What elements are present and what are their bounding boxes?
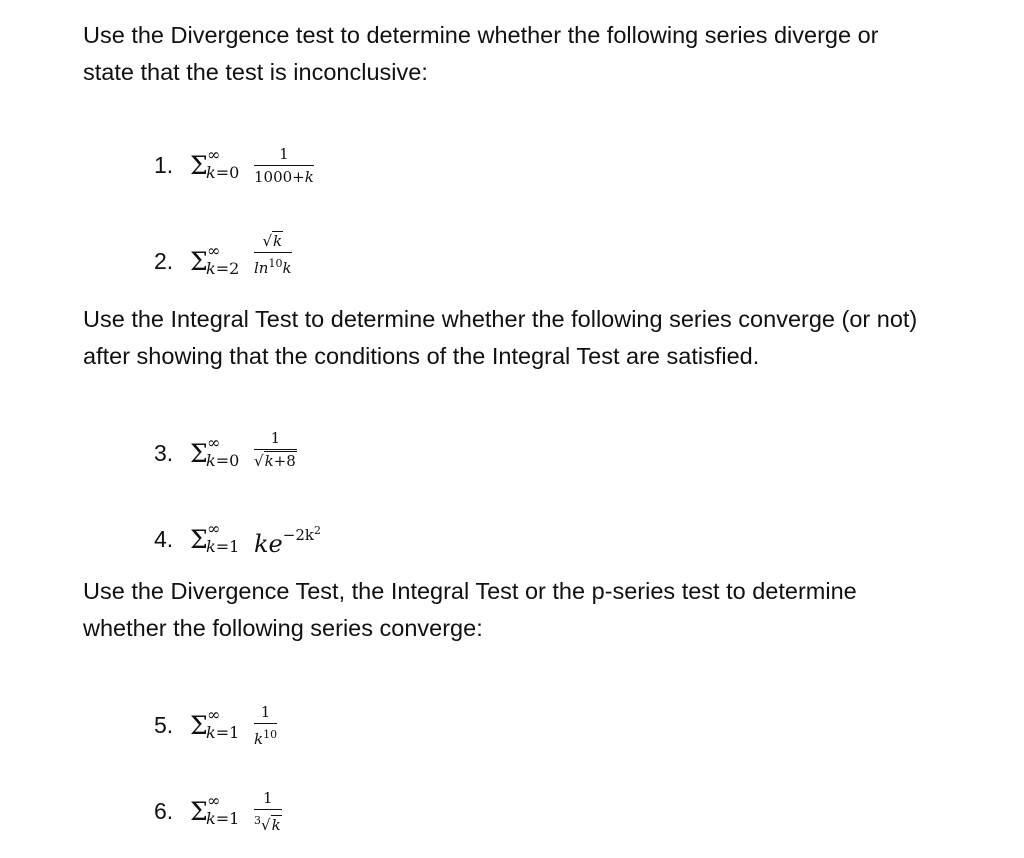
- upper-limit: ∞: [207, 433, 221, 452]
- lower-limit: k=0: [206, 163, 240, 182]
- sigma-symbol: Σ: [190, 525, 208, 554]
- lower-limit: k=1: [206, 723, 240, 742]
- lower-limit: k=0: [206, 451, 240, 470]
- root-index: 3: [254, 814, 261, 827]
- fraction: [254, 703, 277, 748]
- denominator: 1000+k: [254, 168, 314, 186]
- numerator: 1: [254, 703, 277, 724]
- radicand: k+8: [264, 452, 296, 470]
- upper-limit: ∞: [207, 791, 221, 810]
- fraction: [254, 232, 292, 277]
- sigma-symbol: Σ: [190, 247, 208, 276]
- numerator: 1: [254, 789, 282, 810]
- sigma-symbol: Σ: [190, 151, 208, 180]
- upper-limit: ∞: [207, 705, 221, 724]
- sigma-symbol: Σ: [190, 439, 208, 468]
- denominator: $\ln^{10}k$: [254, 257, 292, 277]
- series-term: $ke^{-2k^2}$: [254, 524, 321, 558]
- sigma-symbol: Σ: [190, 797, 208, 826]
- sigma-symbol: Σ: [190, 711, 208, 740]
- denominator: $k^{10}$: [254, 728, 278, 748]
- denominator: √k+8: [254, 452, 296, 470]
- instruction-line: after showing that the conditions of the Integral Test are satisfied.: [83, 343, 760, 369]
- problem-number: 4.: [154, 526, 174, 552]
- problem-number: 3.: [154, 440, 174, 466]
- numerator: 1: [254, 145, 314, 166]
- instruction-line: Use the Integral Test to determine whether the following series converge (or not): [83, 306, 918, 332]
- numerator: √k: [254, 232, 292, 253]
- problem-number: 5.: [154, 712, 174, 738]
- instruction-p-series-test: [83, 573, 857, 647]
- fraction: [254, 429, 297, 470]
- upper-limit: ∞: [207, 145, 221, 164]
- instruction-divergence-test: [83, 17, 879, 91]
- instruction-integral-test: [83, 301, 917, 375]
- problem-number: 2.: [154, 248, 174, 274]
- lower-limit: k=2: [206, 259, 240, 278]
- problem-number: 1.: [154, 152, 174, 178]
- problem-number: 6.: [154, 798, 174, 824]
- denominator: $^3$√k: [254, 814, 281, 834]
- instruction-line: Use the Divergence test to determine whether the following series diverge or: [83, 22, 879, 48]
- exponent: −2k2: [282, 524, 321, 544]
- fraction: [254, 145, 314, 186]
- upper-limit: ∞: [207, 241, 221, 260]
- lower-limit: k=1: [206, 809, 240, 828]
- instruction-line: Use the Divergence Test, the Integral Test or the p-series test to determine: [83, 578, 857, 604]
- lower-limit: k=1: [206, 537, 240, 556]
- instruction-line: whether the following series converge:: [83, 615, 483, 641]
- numerator: 1: [254, 429, 297, 450]
- instruction-line: state that the test is inconclusive:: [83, 59, 428, 85]
- fraction: [254, 789, 282, 834]
- upper-limit: ∞: [207, 519, 221, 538]
